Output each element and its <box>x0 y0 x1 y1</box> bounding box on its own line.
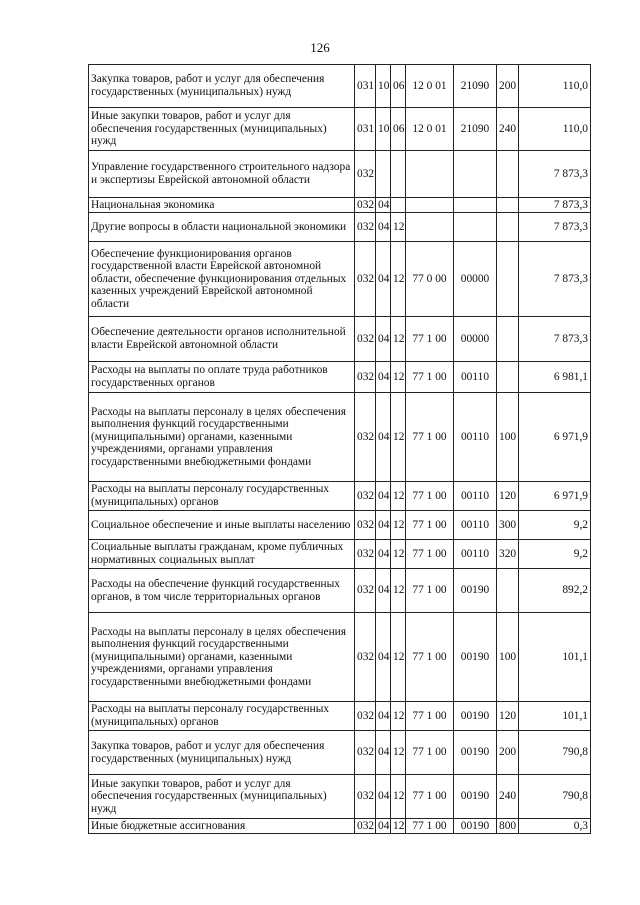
row-expense-type: 240 <box>497 108 519 151</box>
row-target-direction: 00110 <box>454 393 497 482</box>
row-amount: 6 981,1 <box>519 362 591 393</box>
row-admin-code: 032 <box>355 151 376 198</box>
row-target-program: 77 1 00 <box>406 482 454 511</box>
row-section: 04 <box>376 775 391 819</box>
row-name: Социальное обеспечение и иные выплаты населению <box>89 511 355 540</box>
row-subsection: 12 <box>391 702 406 731</box>
row-expense-type <box>497 242 519 317</box>
row-target-program: 12 0 01 <box>406 65 454 108</box>
row-admin-code: 032 <box>355 482 376 511</box>
row-admin-code: 032 <box>355 198 376 213</box>
row-target-direction: 00110 <box>454 482 497 511</box>
row-subsection: 12 <box>391 540 406 569</box>
row-target-program: 77 1 00 <box>406 569 454 613</box>
row-amount: 892,2 <box>519 569 591 613</box>
row-subsection: 12 <box>391 362 406 393</box>
row-section: 04 <box>376 213 391 242</box>
row-target-program: 77 1 00 <box>406 540 454 569</box>
row-expense-type: 120 <box>497 702 519 731</box>
row-target-direction: 00190 <box>454 775 497 819</box>
row-admin-code: 032 <box>355 819 376 834</box>
row-expense-type <box>497 151 519 198</box>
row-target-program: 77 0 00 <box>406 242 454 317</box>
row-target-program: 77 1 00 <box>406 393 454 482</box>
row-name: Расходы на выплаты персоналу государственных (муниципальных) органов <box>89 482 355 511</box>
table-row <box>89 362 591 393</box>
page-number: 126 <box>310 40 330 55</box>
row-section: 04 <box>376 613 391 702</box>
row-section: 04 <box>376 819 391 834</box>
row-target-direction <box>454 151 497 198</box>
row-amount: 101,1 <box>519 613 591 702</box>
row-name: Расходы на выплаты персоналу в целях обеспечения выполнения функций государственными (муниципальными) органами, казенными учреждениями, органами управления государственными внебюджетными фондами <box>89 613 355 702</box>
row-amount: 101,1 <box>519 702 591 731</box>
row-admin-code: 032 <box>355 242 376 317</box>
row-amount: 6 971,9 <box>519 482 591 511</box>
table-row <box>89 213 591 242</box>
row-admin-code: 032 <box>355 317 376 362</box>
row-target-program: 77 1 00 <box>406 317 454 362</box>
row-target-direction <box>454 198 497 213</box>
row-amount: 7 873,3 <box>519 317 591 362</box>
row-section: 04 <box>376 362 391 393</box>
row-section: 04 <box>376 317 391 362</box>
row-name: Обеспечение деятельности органов исполнительной власти Еврейской автономной области <box>89 317 355 362</box>
row-target-program <box>406 151 454 198</box>
row-amount: 0,3 <box>519 819 591 834</box>
row-target-program: 77 1 00 <box>406 731 454 775</box>
row-name: Социальные выплаты гражданам, кроме публичных нормативных социальных выплат <box>89 540 355 569</box>
row-admin-code: 032 <box>355 393 376 482</box>
table-row <box>89 540 591 569</box>
table-row <box>89 731 591 775</box>
row-amount: 790,8 <box>519 731 591 775</box>
table-row <box>89 775 591 819</box>
row-section: 04 <box>376 242 391 317</box>
row-admin-code: 032 <box>355 731 376 775</box>
row-target-direction: 00000 <box>454 317 497 362</box>
row-section: 04 <box>376 198 391 213</box>
row-target-direction: 00110 <box>454 511 497 540</box>
row-name: Управление государственного строительного надзора и экспертизы Еврейской автономной области <box>89 151 355 198</box>
row-target-direction <box>454 213 497 242</box>
row-expense-type <box>497 198 519 213</box>
row-subsection: 12 <box>391 393 406 482</box>
row-admin-code: 032 <box>355 511 376 540</box>
row-section: 04 <box>376 482 391 511</box>
row-section: 10 <box>376 65 391 108</box>
row-admin-code: 032 <box>355 362 376 393</box>
row-section <box>376 151 391 198</box>
row-name: Иные бюджетные ассигнования <box>89 819 355 834</box>
row-name: Другие вопросы в области национальной экономики <box>89 213 355 242</box>
row-expense-type: 200 <box>497 731 519 775</box>
row-target-program: 77 1 00 <box>406 511 454 540</box>
row-section: 04 <box>376 540 391 569</box>
row-target-direction: 21090 <box>454 108 497 151</box>
row-amount: 7 873,3 <box>519 151 591 198</box>
row-subsection <box>391 151 406 198</box>
row-target-program: 77 1 00 <box>406 819 454 834</box>
row-subsection: 12 <box>391 613 406 702</box>
table-row <box>89 242 591 317</box>
row-section: 04 <box>376 511 391 540</box>
row-section: 04 <box>376 702 391 731</box>
row-target-direction: 00190 <box>454 613 497 702</box>
row-amount: 9,2 <box>519 511 591 540</box>
row-target-direction: 00110 <box>454 540 497 569</box>
row-admin-code: 032 <box>355 702 376 731</box>
table-row <box>89 108 591 151</box>
row-target-direction: 00190 <box>454 569 497 613</box>
row-subsection: 06 <box>391 65 406 108</box>
row-expense-type: 800 <box>497 819 519 834</box>
row-target-direction: 00190 <box>454 702 497 731</box>
table-row <box>89 569 591 613</box>
table-row <box>89 393 591 482</box>
row-expense-type: 300 <box>497 511 519 540</box>
table-row <box>89 317 591 362</box>
row-amount: 7 873,3 <box>519 242 591 317</box>
row-section: 04 <box>376 569 391 613</box>
row-target-direction: 21090 <box>454 65 497 108</box>
row-target-direction: 00190 <box>454 819 497 834</box>
row-name: Национальная экономика <box>89 198 355 213</box>
row-admin-code: 032 <box>355 613 376 702</box>
row-target-direction: 00000 <box>454 242 497 317</box>
row-subsection: 12 <box>391 775 406 819</box>
budget-table <box>88 64 591 834</box>
row-target-direction: 00110 <box>454 362 497 393</box>
row-expense-type: 240 <box>497 775 519 819</box>
row-expense-type <box>497 317 519 362</box>
row-name: Расходы на выплаты персоналу государственных (муниципальных) органов <box>89 702 355 731</box>
row-target-program <box>406 213 454 242</box>
row-subsection: 12 <box>391 819 406 834</box>
row-amount: 6 971,9 <box>519 393 591 482</box>
row-target-direction: 00190 <box>454 731 497 775</box>
row-admin-code: 032 <box>355 213 376 242</box>
row-expense-type: 100 <box>497 613 519 702</box>
row-expense-type: 320 <box>497 540 519 569</box>
row-subsection <box>391 198 406 213</box>
row-name: Иные закупки товаров, работ и услуг для обеспечения государственных (муниципальных) нужд <box>89 775 355 819</box>
row-section: 10 <box>376 108 391 151</box>
row-expense-type: 120 <box>497 482 519 511</box>
row-admin-code: 031 <box>355 65 376 108</box>
row-subsection: 12 <box>391 569 406 613</box>
row-expense-type <box>497 213 519 242</box>
row-admin-code: 032 <box>355 569 376 613</box>
row-subsection: 12 <box>391 317 406 362</box>
row-subsection: 12 <box>391 242 406 317</box>
row-section: 04 <box>376 393 391 482</box>
budget-table-body <box>89 65 591 834</box>
row-subsection: 06 <box>391 108 406 151</box>
row-subsection: 12 <box>391 482 406 511</box>
row-amount: 7 873,3 <box>519 213 591 242</box>
table-row <box>89 482 591 511</box>
row-subsection: 12 <box>391 213 406 242</box>
row-target-program: 77 1 00 <box>406 613 454 702</box>
table-row <box>89 702 591 731</box>
table-row <box>89 819 591 834</box>
row-target-program <box>406 198 454 213</box>
row-name: Расходы на выплаты персоналу в целях обеспечения выполнения функций государственными (муниципальными) органами, казенными учреждениями, органами управления государственными внебюджетными фондами <box>89 393 355 482</box>
row-section: 04 <box>376 731 391 775</box>
table-row <box>89 151 591 198</box>
row-target-program: 77 1 00 <box>406 775 454 819</box>
row-name: Обеспечение функционирования органов государственной власти Еврейской автономной области, обеспечение функционирования отдельных казенных учреждений Еврейской автономной области <box>89 242 355 317</box>
row-name: Закупка товаров, работ и услуг для обеспечения государственных (муниципальных) нужд <box>89 731 355 775</box>
row-target-program: 77 1 00 <box>406 702 454 731</box>
table-row <box>89 65 591 108</box>
table-row <box>89 198 591 213</box>
row-expense-type: 200 <box>497 65 519 108</box>
row-amount: 110,0 <box>519 65 591 108</box>
row-amount: 9,2 <box>519 540 591 569</box>
row-admin-code: 032 <box>355 540 376 569</box>
row-target-program: 77 1 00 <box>406 362 454 393</box>
row-admin-code: 031 <box>355 108 376 151</box>
row-subsection: 12 <box>391 511 406 540</box>
row-name: Расходы на обеспечение функций государственных органов, в том числе территориальных органов <box>89 569 355 613</box>
row-amount: 7 873,3 <box>519 198 591 213</box>
row-name: Иные закупки товаров, работ и услуг для обеспечения государственных (муниципальных) нужд <box>89 108 355 151</box>
row-target-program: 12 0 01 <box>406 108 454 151</box>
row-expense-type: 100 <box>497 393 519 482</box>
table-row <box>89 613 591 702</box>
row-expense-type <box>497 569 519 613</box>
row-subsection: 12 <box>391 731 406 775</box>
row-name: Расходы на выплаты по оплате труда работников государственных органов <box>89 362 355 393</box>
row-expense-type <box>497 362 519 393</box>
row-amount: 790,8 <box>519 775 591 819</box>
row-amount: 110,0 <box>519 108 591 151</box>
table-row <box>89 511 591 540</box>
row-name: Закупка товаров, работ и услуг для обеспечения государственных (муниципальных) нужд <box>89 65 355 108</box>
row-admin-code: 032 <box>355 775 376 819</box>
